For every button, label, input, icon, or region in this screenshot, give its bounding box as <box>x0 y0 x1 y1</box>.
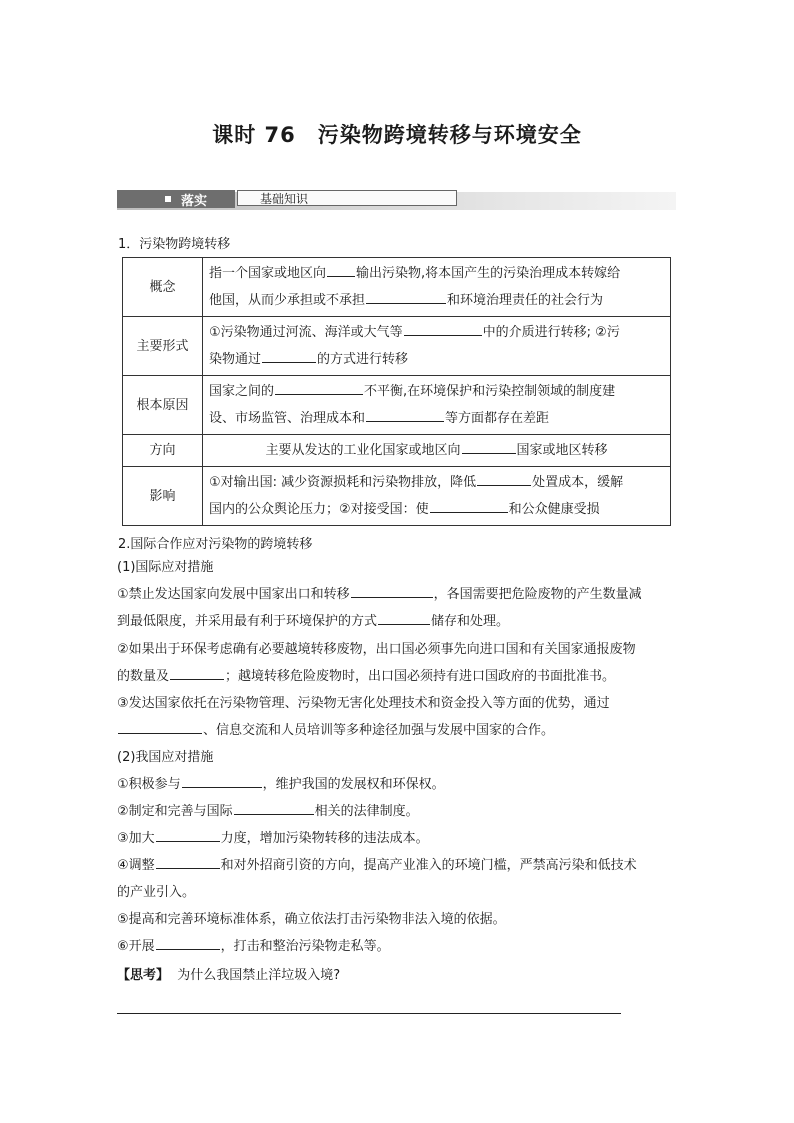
section-1-heading: 1．污染物跨境转移 <box>118 237 231 252</box>
paragraph: 到最低限度，并采用最有利于环境保护的方式 储存和处理。 <box>117 614 510 629</box>
row-content: ①污染物通过河流、海洋或大气等 中的介质进行转移; ②污 染物通过 的方式进行转移 <box>203 317 671 376</box>
fill-blank[interactable] <box>462 441 516 454</box>
paragraph: 、信息交流和人员培训等多种途径加强与发展中国家的合作。 <box>117 717 679 744</box>
fill-blank[interactable] <box>118 721 202 734</box>
measure-item: ③加大 力度，增加污染物转移的违法成本。 <box>117 831 429 846</box>
row-content: 国家之间的 不平衡,在环境保护和污染控制领域的制度建 设、市场监管、治理成本和 等方面都存在差距 <box>203 376 671 435</box>
row-content: 主要从发达的工业化国家或地区向 国家或地区转移 <box>203 435 671 467</box>
table-row <box>123 467 671 526</box>
table-row <box>123 376 671 435</box>
measure-item-cont: 的产业引入。 <box>117 885 196 900</box>
paragraph: ③发达国家依托在污染物管理、污染物无害化处理技术和资金投入等方面的优势，通过 <box>117 696 610 711</box>
measure-item: ②制定和完善与国际 相关的法律制度。 <box>117 804 419 819</box>
banner-box: 基础知识 <box>237 190 457 206</box>
paragraph: 的数量及 ；越境转移危险废物时，出口国必须持有进口国政府的书面批准书。 <box>117 669 616 684</box>
banner-tag-label: 落实 <box>181 193 208 209</box>
measure-item: ⑥开展 ，打击和整治污染物走私等。 <box>117 939 390 954</box>
think-tag: 【思考】 <box>117 968 170 983</box>
row-label: 主要形式 <box>123 317 203 376</box>
measure-item: ⑤提高和完善环境标准体系，确立依法打击污染物非法入境的依据。 <box>117 912 506 927</box>
think-question: 【思考】 为什么我国禁止洋垃圾入境? <box>117 968 341 983</box>
fill-blank[interactable] <box>477 473 531 486</box>
row-content: 指一个国家或地区向 输出污染物,将本国产生的污染治理成本转嫁给 他国，从而少承担或不承担 和环境治理责任的社会行为 <box>203 258 671 317</box>
fill-blank[interactable] <box>366 291 446 304</box>
fill-blank[interactable] <box>378 612 430 625</box>
paragraph: ①禁止发达国家向发展中国家出口和转移 ，各国需要把危险废物的产生数量减 <box>117 587 642 602</box>
fill-blank[interactable] <box>182 775 262 788</box>
measure-item: ④调整 和对外招商引资的方向，提高产业准入的环境门槛，严禁高污染和低技术 <box>117 858 637 873</box>
section-2-heading: 2.国际合作应对污染物的跨境转移 <box>118 537 313 552</box>
row-content: ①对输出国: 减少资源损耗和污染物排放，降低 处置成本，缓解 国内的公众舆论压力；②对接受国：使 和公众健康受损 <box>203 467 671 526</box>
fill-blank[interactable] <box>234 802 314 815</box>
answer-line[interactable] <box>117 1013 621 1014</box>
fill-blank[interactable] <box>156 829 220 842</box>
fill-blank[interactable] <box>156 856 220 869</box>
fill-blank[interactable] <box>404 323 482 336</box>
measure-item: ①积极参与 ，维护我国的发展权和环保权。 <box>117 777 445 792</box>
square-icon <box>165 196 171 202</box>
paragraph: ②如果出于环保考虑确有必要越境转移废物，出口国必须事先向进口国和有关国家通报废物 <box>117 642 636 657</box>
fill-blank[interactable] <box>327 264 355 277</box>
subheading-international: (1)国际应对措施 <box>117 560 214 575</box>
row-label: 根本原因 <box>123 376 203 435</box>
table-row <box>123 317 671 376</box>
fill-blank[interactable] <box>262 350 316 363</box>
section-banner <box>117 188 676 210</box>
table-row <box>123 258 671 317</box>
fill-blank[interactable] <box>366 409 444 422</box>
row-label: 概念 <box>123 258 203 317</box>
row-label: 方向 <box>123 435 203 467</box>
fill-blank[interactable] <box>156 937 220 950</box>
fill-blank[interactable] <box>275 382 363 395</box>
page-title: 课时 76 污染物跨境转移与环境安全 <box>212 123 582 147</box>
banner-tag <box>117 190 235 208</box>
fill-blank[interactable] <box>430 500 508 513</box>
row-label: 影响 <box>123 467 203 526</box>
subheading-china: (2)我国应对措施 <box>117 750 214 765</box>
concept-table <box>122 257 671 526</box>
table-row <box>123 435 671 467</box>
fill-blank[interactable] <box>170 667 224 680</box>
fill-blank[interactable] <box>351 585 433 598</box>
